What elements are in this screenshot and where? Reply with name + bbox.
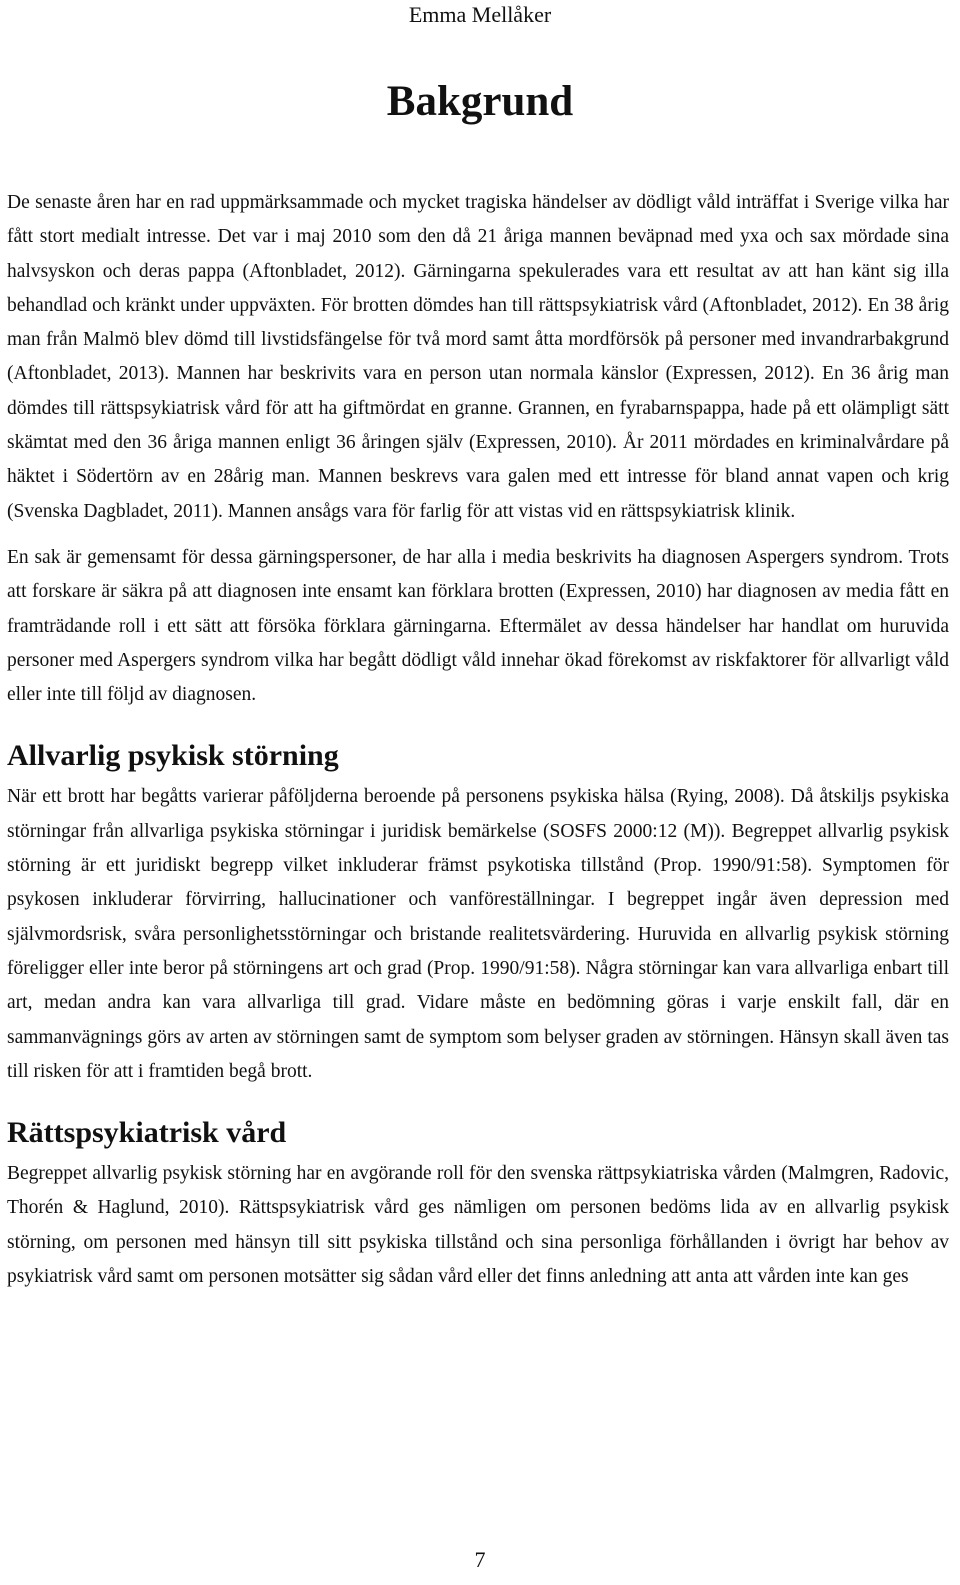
section-heading-allvarlig-psykisk-storning: Allvarlig psykisk störning	[7, 739, 339, 773]
section-paragraph-rattspsykiatrisk-vard: Begreppet allvarlig psykisk störning har en avgörande roll för den svenska rättpsykiatriska vården (Malmgren, Radovic, Thorén & Haglund, 2010). Rättspsykiatrisk vård ges nämligen om personen bedöms lida av en allvarlig psykisk störning, om personen med hänsyn till sitt psykiska tillstånd och sina personliga förhållanden i övrigt har behov av psykiatrisk vård samt om personen motsätter sig sådan vård eller det finns anledning att anta att vården inte kan ges	[7, 1163, 949, 1288]
intro-paragraph-2: En sak är gemensamt för dessa gärningspersoner, de har alla i media beskrivits ha diagnosen Aspergers syndrom. Trots att forskare är säkra på att diagnosen inte ensamt kan förklara brotten (Expressen, 2010) har diagnosen av media fått en framträdande roll i ett sätt att försöka förklara gärningarna. Eftermälet av dessa händelser har handlat om huruvida personer med Aspergers syndrom vilka har begått dödligt våld innehar ökad förekomst av riskfaktorer för allvarligt våld eller inte till följd av diagnosen.	[7, 546, 949, 706]
section-paragraph-allvarlig-psykisk-storning: När ett brott har begåtts varierar påföljderna beroende på personens psykiska hälsa (Rying, 2008). Då åtskiljs psykiska störningar från allvarliga psykiska störningar i juridisk bemärkelse (SOSFS 2000:12 (M)). Begreppet allvarlig psykisk störning är ett juridiskt begrepp vilket inkluderar främst psykotiska tillstånd (Prop. 1990/91:58). Symptomen för psykosen inkluderar förvirring, hallucinationer och vanföreställningar. I begreppet ingår även depression med självmordsrisk, svåra personlighetsstörningar och bristande realitetsvärdering. Huruvida en allvarlig psykisk störning föreligger eller inte beror på störningens art och grad (Prop. 1990/91:58). Några störningar kan vara allvarliga enbart till art, medan andra kan vara allvarliga till grad. Vidare måste en bedömning göras i varje enskilt fall, där en sammanvägnings görs av arten av störningen samt de symptom som belyser graden av störningen. Hänsyn skall även tas till risken för att i framtiden begå brott.	[7, 786, 949, 1082]
running-header-author: Emma Mellåker	[408, 2, 552, 27]
section-heading-rattspsykiatrisk-vard: Rättspsykiatrisk vård	[7, 1116, 287, 1150]
page-number: 7	[474, 1547, 486, 1572]
intro-paragraph-1: De senaste åren har en rad uppmärksammade och mycket tragiska händelser av dödligt våld inträffat i Sverige vilka har fått stort medialt intresse. Det var i maj 2010 som den då 21 åriga mannen beväpnad med yxa och sax mördade sina halvsyskon och deras pappa (Aftonbladet, 2012). Gärningarna spekulerades vara ett resultat av att han känt sig illa behandlad och kränkt under uppväxten. För brotten dömdes han till rättspsykiatrisk vård (Aftonbladet, 2012). En 38 årig man från Malmö blev dömd till livstidsfängelse för två mord samt åtta mordförsök på personer med invandrarbakgrund (Aftonbladet, 2013). Mannen har beskrivits vara en person utan normala känslor (Expressen, 2012). En 36 årig man dömdes till rättspsykiatrisk vård för att ha giftmördat en granne. Grannen, en fyrabarnspappa, hade på ett olämpligt sätt skämtat med den 36 åriga mannen enligt 36 åringen själv (Expressen, 2010). År 2011 mördades en kriminalvårdare på häktet i Södertörn av en 28årig man. Mannen beskrevs vara galen med ett intresse för bland annat vapen och krig (Svenska Dagbladet, 2011). Mannen ansågs vara för farlig för att vistas vid en rättspsykiatrisk klinik.	[7, 192, 949, 522]
page-title: Bakgrund	[386, 78, 574, 125]
body-text	[7, 186, 949, 1294]
